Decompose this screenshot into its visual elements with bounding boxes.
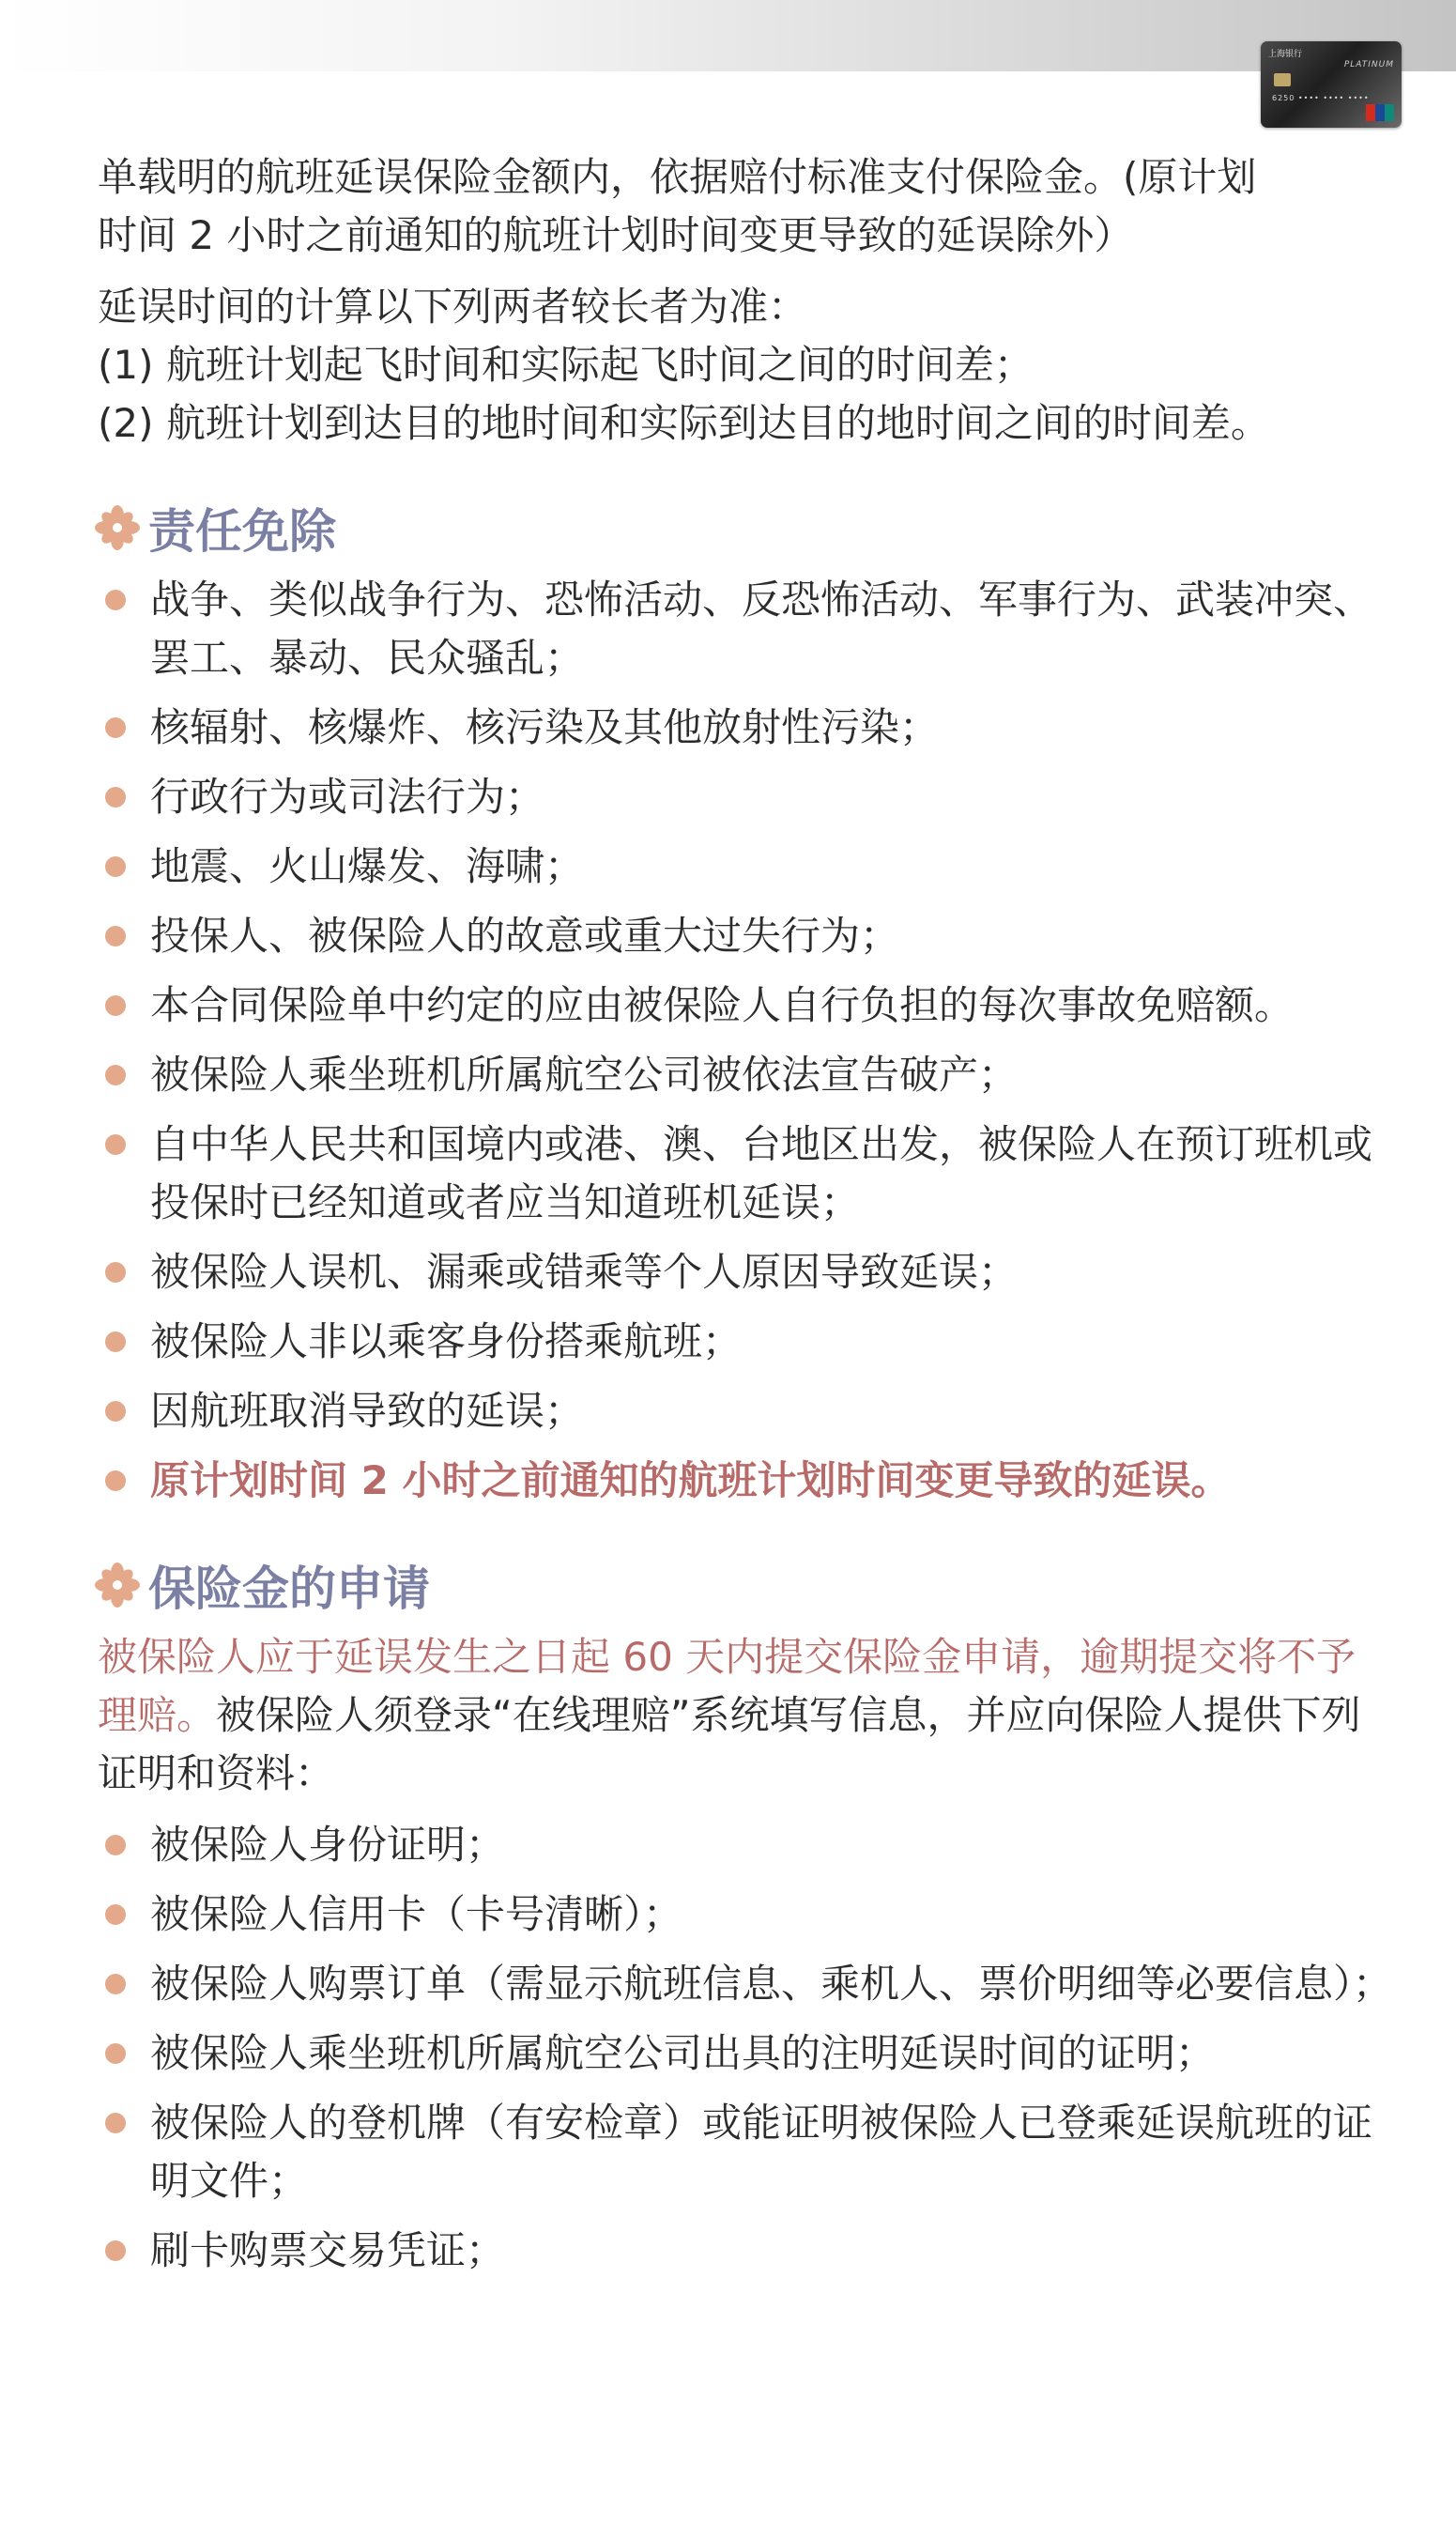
list-item-text: 被保险人非以乘客身份搭乘航班； (150, 1318, 743, 1364)
claim-title: 保险金的申请 (148, 1562, 430, 1616)
list-item (98, 699, 1393, 757)
bullet-dot-icon (105, 1470, 126, 1491)
bullet-dot-icon (105, 2240, 126, 2261)
list-item-text: 行政行为或司法行为； (150, 774, 545, 820)
list-item (98, 1382, 1393, 1440)
claim-deadline-notice: 被保险人应于延误发生之日起 60 天内提交保险金申请，逾期提交将不予理赔。 (98, 1634, 1356, 1738)
list-item-text: 核辐射、核爆炸、核污染及其他放射性污染； (150, 704, 940, 750)
list-item (98, 2024, 1393, 2083)
list-item-text: 被保险人乘坐班机所属航空公司出具的注明延误时间的证明； (150, 2030, 1216, 2076)
card-chip-icon (1274, 73, 1291, 86)
list-item-text: 因航班取消导致的延误； (150, 1388, 585, 1434)
list-item-text: 原计划时间 2 小时之前通知的航班计划时间变更导致的延误。 (150, 1457, 1231, 1503)
claim-documents-list (98, 1816, 1393, 2280)
list-item (98, 1243, 1393, 1301)
list-item-text: 被保险人误机、漏乘或错乘等个人原因导致延误； (150, 1249, 1019, 1295)
list-item-text: 被保险人身份证明； (150, 1822, 506, 1868)
document-body (98, 148, 1393, 2291)
delay-calc-title: 延误时间的计算以下列两者较长者为准： (98, 284, 808, 330)
list-item (98, 2222, 1393, 2280)
bullet-dot-icon (105, 1835, 126, 1855)
card-tier: PLATINUM (1343, 60, 1394, 69)
list-item-text: 被保险人信用卡（卡号清晰）； (150, 1891, 683, 1937)
list-item-highlight (98, 1452, 1393, 1510)
credit-card-image (1261, 41, 1402, 128)
flower-icon (94, 504, 141, 551)
list-item (98, 768, 1393, 826)
bullet-dot-icon (105, 2043, 126, 2064)
list-item (98, 1816, 1393, 1874)
exemption-list (98, 571, 1393, 1510)
bullet-dot-icon (105, 1065, 126, 1085)
claim-instructions: 被保险人须登录“在线理赔”系统填写信息，并应向保险人提供下列证明和资料： (98, 1692, 1361, 1796)
delay-calc-item-1: (1) 航班计划起飞时间和实际起飞时间之间的时间差； (98, 342, 1034, 388)
claim-intro (98, 1628, 1393, 1803)
list-item-text: 被保险人的登机牌（有安检章）或能证明被保险人已登乘延误航班的证明文件； (150, 2100, 1373, 2204)
flower-icon (94, 1562, 141, 1608)
list-item (98, 907, 1393, 965)
list-item-text: 战争、类似战争行为、恐怖活动、反恐怖活动、军事行为、武装冲突、罢工、暴动、民众骚乱； (150, 577, 1373, 681)
card-bank-name: 上海银行 (1268, 50, 1303, 59)
exemption-heading (98, 490, 1393, 565)
list-item-text: 地震、火山爆发、海啸； (150, 843, 585, 889)
exemption-title: 责任免除 (148, 504, 336, 559)
bullet-dot-icon (105, 995, 126, 1016)
list-item-text: 刷卡购票交易凭证； (150, 2227, 506, 2273)
list-item (98, 1955, 1393, 2013)
list-item (98, 571, 1393, 687)
bullet-dot-icon (105, 926, 126, 946)
delay-calc-item-2: (2) 航班计划到达目的地时间和实际到达目的地时间之间的时间差。 (98, 400, 1270, 446)
bullet-dot-icon (105, 787, 126, 808)
bullet-dot-icon (105, 590, 126, 610)
card-number: 6250 •••• •••• •••• (1272, 94, 1370, 102)
list-item (98, 1885, 1393, 1944)
list-item (98, 1046, 1393, 1104)
intro-line-2: 时间 2 小时之前通知的航班计划时间变更导致的延误除外） (98, 212, 1134, 258)
bullet-dot-icon (105, 1262, 126, 1283)
list-item (98, 1116, 1393, 1232)
list-item (98, 2094, 1393, 2210)
list-item-text: 被保险人购票订单（需显示航班信息、乘机人、票价明细等必要信息）； (150, 1961, 1393, 2007)
list-item-text: 自中华人民共和国境内或港、澳、台地区出发，被保险人在预订班机或投保时已经知道或者应当知道班机延误； (150, 1121, 1373, 1225)
bullet-dot-icon (105, 1134, 126, 1155)
list-item (98, 838, 1393, 896)
list-item-text: 被保险人乘坐班机所属航空公司被依法宣告破产； (150, 1052, 1019, 1098)
bullet-dot-icon (105, 1401, 126, 1422)
bullet-dot-icon (105, 1331, 126, 1352)
bullet-dot-icon (105, 1904, 126, 1925)
bullet-dot-icon (105, 1974, 126, 1994)
top-gradient-bar (0, 0, 1456, 71)
list-item (98, 977, 1393, 1035)
bullet-dot-icon (105, 856, 126, 877)
list-item-text: 投保人、被保险人的故意或重大过失行为； (150, 913, 900, 959)
list-item (98, 1313, 1393, 1371)
unionpay-logo-icon (1366, 104, 1394, 121)
list-item-text: 本合同保险单中约定的应由被保险人自行负担的每次事故免赔额。 (150, 982, 1295, 1028)
claim-heading (98, 1547, 1393, 1623)
bullet-dot-icon (105, 717, 126, 738)
bullet-dot-icon (105, 2113, 126, 2133)
intro-line-1: 单载明的航班延误保险金额内，依据赔付标准支付保险金。(原计划 (98, 154, 1257, 200)
